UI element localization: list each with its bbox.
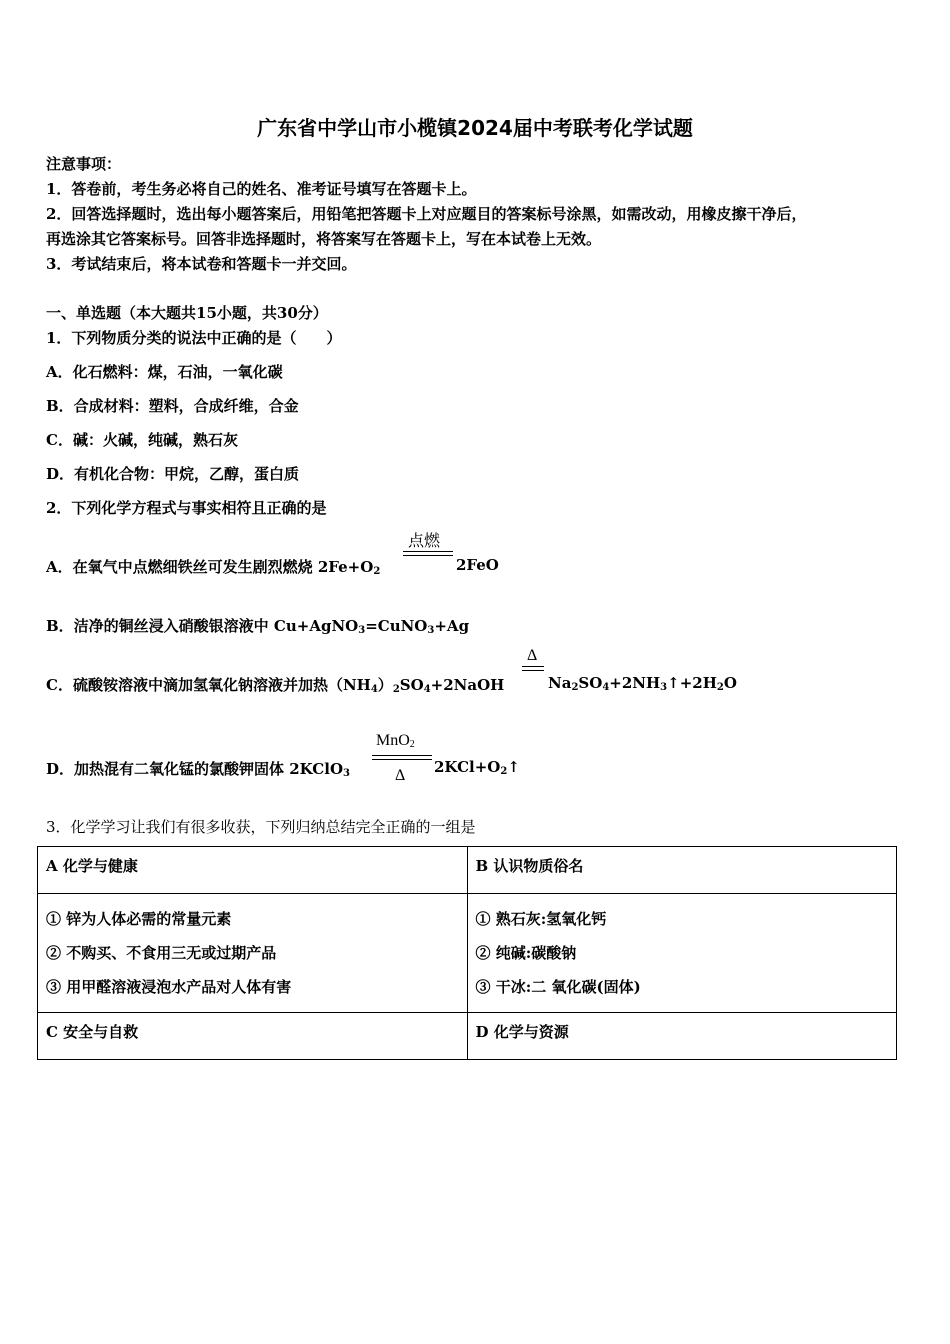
equation-bar	[403, 555, 453, 556]
list-item: ③ 干冰:二 氧化碳(固体)	[475, 978, 641, 996]
equation-bar	[403, 551, 453, 552]
q2-option-a-text: A．在氧气中点燃细铁丝可发生剧烈燃烧 2Fe+O	[46, 558, 374, 576]
q2-c-condition: Δ	[527, 647, 538, 664]
subscript: 4	[602, 682, 610, 693]
formula-part: SO	[578, 674, 603, 692]
q2-d-heat: Δ	[395, 767, 406, 784]
formula-part: O	[723, 674, 737, 692]
table-row	[38, 894, 897, 1013]
notes-item-3: 3．考试结束后，将本试卷和答题卡一并交回。	[46, 255, 357, 273]
equation-bar	[522, 670, 544, 671]
notes-heading: 注意事项：	[46, 155, 122, 173]
subscript: 2	[500, 766, 508, 777]
section-heading: 一、单选题（本大题共15小题，共30分）	[46, 304, 328, 322]
q2-c-products	[548, 674, 737, 693]
subscript: 3	[358, 625, 366, 636]
formula-part: SO	[399, 676, 424, 694]
equation-bar	[372, 755, 432, 756]
table-row	[38, 847, 897, 894]
subscript: 2	[716, 682, 724, 693]
q2-option-d-text: D．加热混有二氧化锰的氯酸钾固体 2KClO	[46, 760, 344, 778]
formula-part: +2NaOH	[430, 676, 505, 694]
formula-part: 2KCl+O	[434, 758, 501, 776]
q2-option-a	[46, 556, 380, 577]
q1-option-b: B．合成材料：塑料，合成纤维，合金	[46, 397, 299, 415]
cell-b-items	[467, 894, 897, 1013]
subscript: 2	[392, 684, 400, 695]
subscript: 3	[343, 768, 350, 779]
q2-option-d	[46, 758, 350, 779]
q2-a-condition: 点燃	[408, 533, 441, 550]
formula-part: ）	[377, 676, 393, 694]
equation-bar	[372, 759, 432, 760]
formula-part: Na	[548, 674, 572, 692]
page-title: 广东省中学山市小榄镇2024届中考联考化学试题	[257, 116, 693, 140]
cell-a-items	[38, 894, 468, 1013]
q1-stem: 1．下列物质分类的说法中正确的是（ ）	[46, 329, 342, 347]
q1-option-a: A．化石燃料：煤，石油，一氧化碳	[46, 363, 283, 381]
subscript: 3	[427, 625, 435, 636]
subscript: 2	[373, 566, 381, 577]
subscript: 3	[660, 682, 668, 693]
formula-part: +2NH	[609, 674, 661, 692]
q2-b-formula: =CuNO	[365, 617, 428, 635]
notes-item-2-line-1: 2．回答选择题时，选出每小题答案后，用铅笔把答题卡上对应题目的答案标号涂黑，如需改动，用橡皮擦干净后，	[46, 205, 807, 223]
q2-option-c-text: C．硫酸铵溶液中滴加氢氧化钠溶液并加热（NH	[46, 676, 371, 694]
list-item: ③ 用甲醛溶液浸泡水产品对人体有害	[46, 978, 292, 996]
q2-d-catalyst	[376, 732, 415, 750]
q2-b-formula-end: +Ag	[434, 617, 470, 635]
list-item: ① 锌为人体必需的常量元素	[46, 910, 232, 928]
subscript: 4	[423, 684, 431, 695]
list-item: ② 纯碱:碳酸钠	[475, 944, 577, 962]
cell-a-head: A 化学与健康	[38, 847, 468, 894]
q2-option-c	[46, 674, 504, 695]
notes-item-2-line-2: 再选涂其它答案标号。回答非选择题时，将答案写在答题卡上，写在本试卷上无效。	[46, 230, 602, 248]
equation-bar	[522, 666, 544, 667]
q2-a-product: 2FeO	[456, 556, 499, 574]
q3-table	[37, 846, 897, 1060]
formula-part: ↑+2H	[667, 674, 717, 692]
q2-option-b-text: B．洁净的铜丝浸入硝酸银溶液中 Cu+AgNO	[46, 617, 359, 635]
formula-part: ↑	[507, 758, 520, 776]
catalyst-text: MnO	[376, 732, 410, 749]
table-row	[38, 1013, 897, 1060]
notes-item-1: 1．答卷前，考生务必将自己的姓名、准考证号填写在答题卡上。	[46, 180, 477, 198]
subscript: 4	[370, 684, 378, 695]
cell-d-head: D 化学与资源	[467, 1013, 897, 1060]
cell-b-head: B 认识物质俗名	[467, 847, 897, 894]
q1-option-d: D．有机化合物：甲烷，乙醇，蛋白质	[46, 465, 300, 483]
subscript: 2	[571, 682, 579, 693]
q1-option-c: C．碱：火碱，纯碱，熟石灰	[46, 431, 238, 449]
q3-stem: 3．化学学习让我们有很多收获，下列归纳总结完全正确的一组是	[46, 818, 476, 836]
list-item: ① 熟石灰:氢氧化钙	[475, 910, 607, 928]
q2-stem: 2．下列化学方程式与事实相符且正确的是	[46, 499, 327, 517]
q2-option-b	[46, 615, 469, 636]
subscript: 2	[409, 739, 415, 750]
list-item: ② 不购买、不食用三无或过期产品	[46, 944, 277, 962]
q2-d-products	[434, 758, 520, 777]
cell-c-head: C 安全与自救	[38, 1013, 468, 1060]
